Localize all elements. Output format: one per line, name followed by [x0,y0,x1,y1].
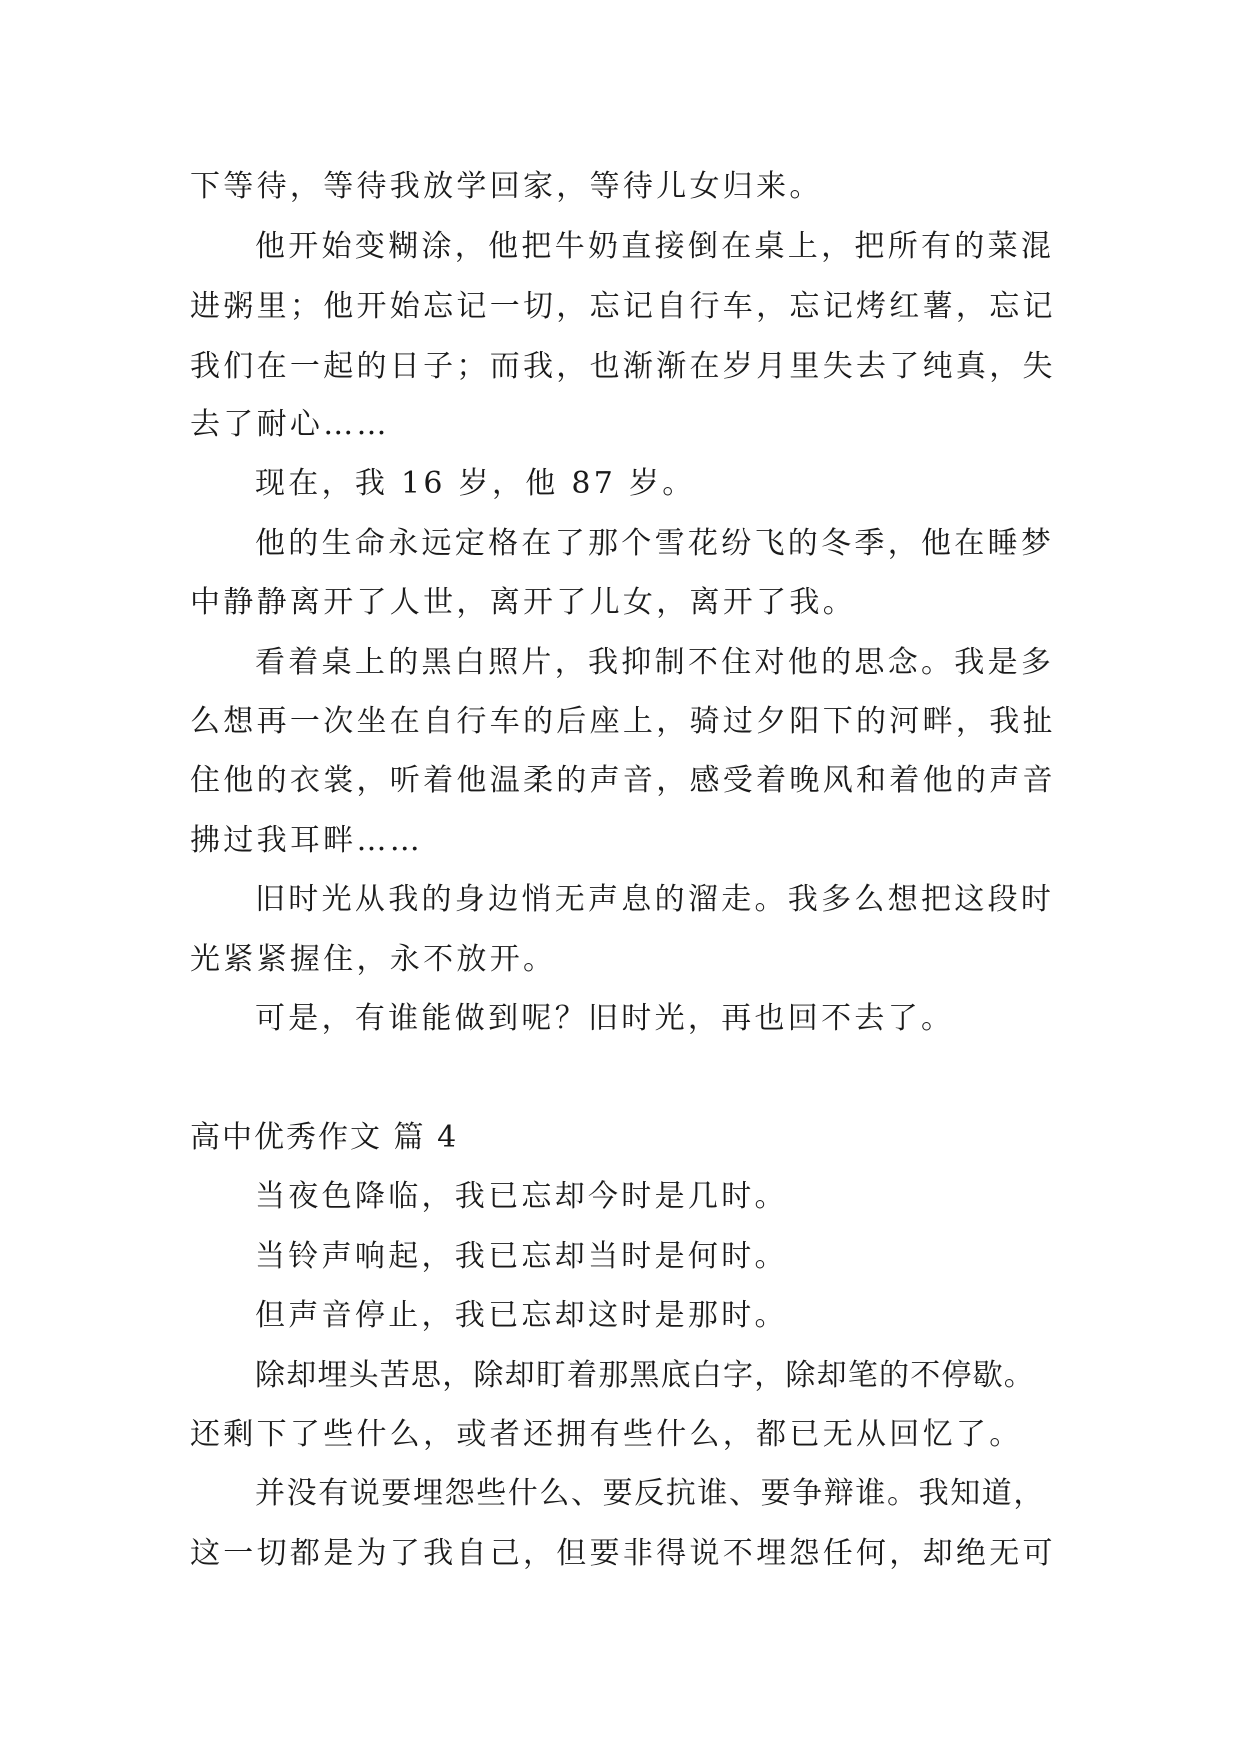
text-line: 当铃声响起，我已忘却当时是何时。 [255,1239,788,1274]
text-line: 下等待，等待我放学回家，等待儿女归来。 [190,169,823,204]
text-line: 并没有说要埋怨些什么、要反抗谁、要争辩谁。我知道， [255,1476,1045,1511]
text-line: 旧时光从我的身边悄无声息的溜走。我多么想把这段时 [255,882,1055,917]
text-line: 除却埋头苦思，除却盯着那黑底白字，除却笔的不停歇。 [255,1358,1035,1393]
section-heading: 高中优秀作文 篇 4 [190,1120,459,1155]
text-line: 么想再一次坐在自行车的后座上，骑过夕阳下的河畔，我扯 [190,704,1056,739]
text-line: 还剩下了些什么，或者还拥有些什么，都已无从回忆了。 [190,1417,1023,1452]
text-line: 中静静离开了人世，离开了儿女，离开了我。 [190,585,856,620]
text-line: 拂过我耳畔…… [190,823,424,858]
text-line: 他开始变糊涂，他把牛奶直接倒在桌上，把所有的菜混 [255,229,1055,264]
text-line: 现在，我 16 岁，他 87 岁。 [255,466,696,501]
text-line: 进粥里；他开始忘记一切，忘记自行车，忘记烤红薯，忘记 [190,289,1056,324]
text-line: 看着桌上的黑白照片，我抑制不住对他的思念。我是多 [255,645,1055,680]
text-line: 我们在一起的日子；而我，也渐渐在岁月里失去了纯真，失 [190,349,1056,384]
text-line: 住他的衣裳，听着他温柔的声音，感受着晚风和着他的声音 [190,763,1056,798]
text-line: 当夜色降临，我已忘却今时是几时。 [255,1179,788,1214]
text-line: 但声音停止，我已忘却这时是那时。 [255,1298,788,1333]
text-line: 他的生命永远定格在了那个雪花纷飞的冬季，他在睡梦 [255,526,1055,561]
text-line: 这一切都是为了我自己，但要非得说不埋怨任何，却绝无可 [190,1536,1056,1571]
text-line: 可是，有谁能做到呢？旧时光，再也回不去了。 [255,1001,955,1036]
text-line: 去了耐心…… [190,407,390,442]
text-line: 光紧紧握住，永不放开。 [190,942,557,977]
